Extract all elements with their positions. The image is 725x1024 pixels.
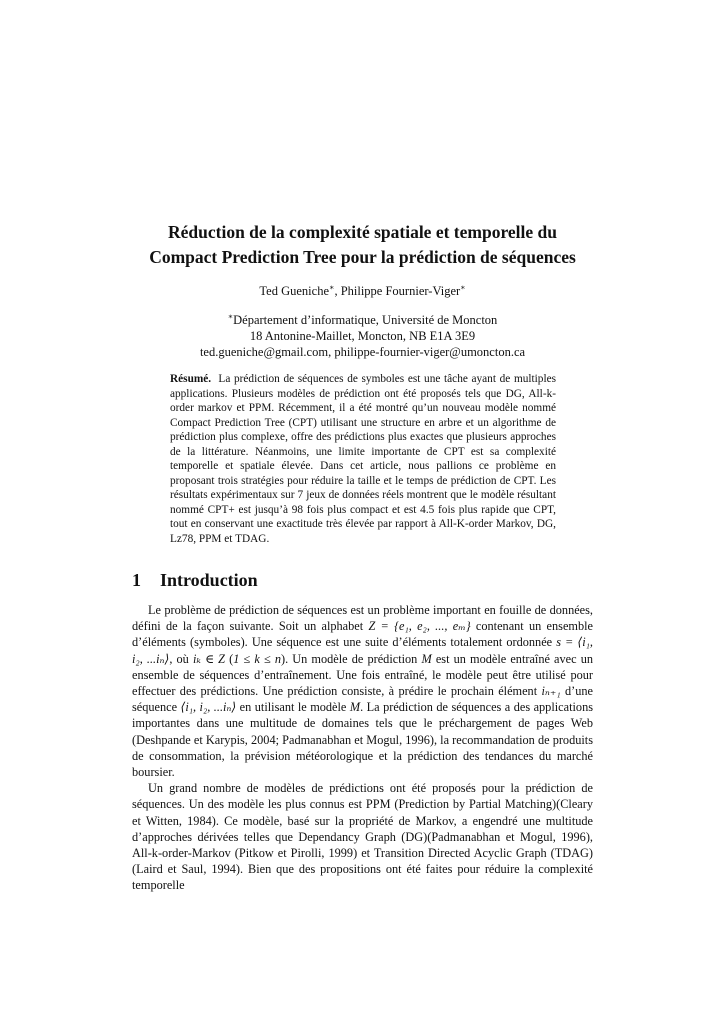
author-separator: , bbox=[334, 284, 341, 298]
math-element-membership: iₖ ∈ Z bbox=[192, 651, 226, 666]
affiliation-department: Département d’informatique, Université de Moncton bbox=[233, 313, 498, 327]
author-2-mark: ∗ bbox=[460, 282, 466, 292]
section-body bbox=[132, 602, 593, 894]
section-number: 1 bbox=[132, 570, 141, 590]
affiliation-address: 18 Antonine-Maillet, Moncton, NB E1A 3E9 bbox=[249, 329, 476, 343]
p1-text-4: ( bbox=[225, 651, 234, 666]
paragraph-1 bbox=[132, 602, 593, 780]
abstract bbox=[170, 372, 556, 546]
math-model: M bbox=[421, 651, 432, 666]
p1-text-9: . La prédiction de séquences a des applications importantes dans une multitude de domaines tels que le préchargement de pages Web (Deshpande et Karypis, 2004; Padmanabhan et Mogul, 1996), la recommandation de produits de consommation, la prévision météorologique et la prédiction des tendances du marché boursier. bbox=[132, 700, 593, 780]
section-title: Introduction bbox=[160, 570, 258, 590]
p1-text-5: ). Un modèle de prédiction bbox=[280, 651, 422, 666]
abstract-label: Résumé. bbox=[170, 373, 212, 385]
p1-text-3: , où bbox=[169, 651, 193, 666]
abstract-text: La prédiction de séquences de symboles est une tâche ayant de multiples applications. Plusieurs modèles de prédiction ont été proposés tels que DG, All-k-order markov et PPM. Récemment, il a été montré qu’un nouveau modèle nommé Compact Prediction Tree (CPT) utilisant une structure en arbre et un algorithme de prédiction plus complexe, offre des prédictions plus exactes que plusieurs approches de la littérature. Néanmoins, une limite importante de CPT est sa complexité temporelle et spatiale élevée. Dans cet article, nous pallions ce problème en proposant trois stratégies pour réduire la taille et le temps de prédiction de CPT. Les résultats expérimentaux sur 7 jeux de données réels montrent que le modèle résultant nommé CPT+ est jusqu’à 98 fois plus compact et est 4.5 fois plus rapide que CPT, tout en conservant une exactitude très élevée par rapport à All-K-order Markov, DG, Lz78, PPM et TDAG. bbox=[170, 373, 556, 545]
math-index-range: 1 ≤ k ≤ n bbox=[233, 651, 281, 666]
section-heading bbox=[132, 568, 258, 592]
math-next-element: iₙ₊₁ bbox=[541, 684, 561, 699]
author-1: Ted Gueniche bbox=[259, 284, 329, 298]
author-1-mark: ∗ bbox=[329, 282, 335, 292]
author-list bbox=[60, 283, 665, 299]
p1-text-2: contenant un ensemble d’éléments (symboles). Une séquence est une suite d’éléments totalement ordonnée bbox=[132, 619, 593, 650]
affiliation bbox=[60, 312, 665, 360]
p1-text-8: en utilisant le modèle bbox=[236, 700, 350, 715]
title-line-1: Réduction de la complexité spatiale et temporelle du bbox=[168, 222, 557, 242]
author-2: Philippe Fournier-Viger bbox=[340, 284, 461, 298]
math-sequence-2: ⟨i₁, i₂, ...iₙ⟩ bbox=[180, 700, 237, 715]
p1-text-1: Le problème de prédiction de séquences est un problème important en fouille de données, défini de la façon suivante. Soit un alphabet bbox=[132, 603, 593, 634]
affiliation-emails: ted.gueniche@gmail.com, philippe-fournier-viger@umoncton.ca bbox=[199, 345, 526, 359]
paper-title bbox=[60, 220, 665, 270]
title-line-2: Compact Prediction Tree pour la prédiction de séquences bbox=[149, 247, 576, 267]
affiliation-mark: ∗ bbox=[227, 311, 234, 321]
math-alphabet: Z = {e₁, e₂, ..., eₘ} bbox=[368, 619, 471, 634]
p1-text-7: d’une séquence bbox=[132, 684, 593, 715]
math-model-2: M bbox=[349, 700, 361, 715]
math-sequence: s = ⟨i₁, i₂, ...iₙ⟩ bbox=[132, 635, 593, 666]
paragraph-2: Un grand nombre de modèles de prédictions ont été proposés pour la prédiction de séquences. Un des modèle les plus connus est PPM (Prediction by Partial Matching)(Cleary et Witten, 1984). Ce modèle, basé sur la propriété de Markov, a engendré une multitude d’approches dérivées telles que Dependancy Graph (DG)(Padmanabhan et Mogul, 1996), All-k-order-Markov (Pitkow et Pirolli, 1999) et Transition Directed Acyclic Graph (TDAG) (Laird et Saul, 1994). Bien que des propositions ont été faites pour réduire la complexité temporelle bbox=[132, 781, 593, 893]
p1-text-6: est un modèle entraîné avec un ensemble de séquences d’entraînement. Une fois entraîné, le modèle peut être utilisé pour effectuer des prédictions. Une prédiction consiste, à prédire le prochain élément bbox=[132, 651, 593, 699]
